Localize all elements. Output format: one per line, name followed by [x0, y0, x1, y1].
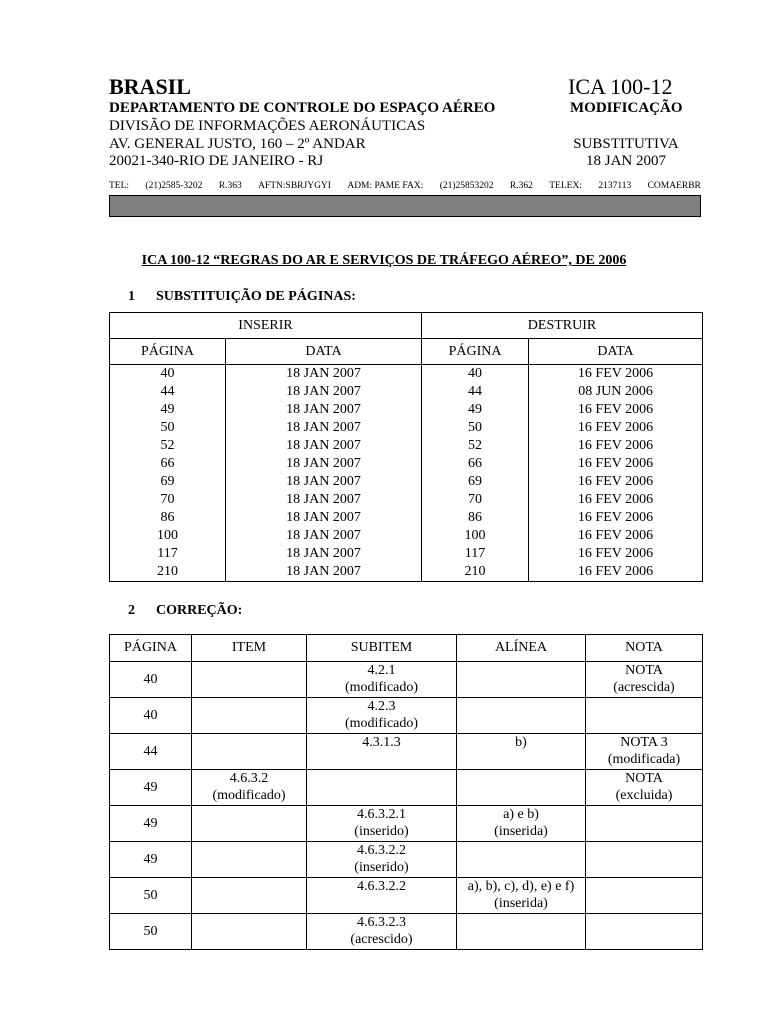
insert-date-cell: 18 JAN 2007	[226, 383, 422, 401]
section-1-title: SUBSTITUIÇÃO DE PÁGINAS:	[156, 289, 356, 304]
correction-alinea-line: (inserida)	[494, 824, 548, 839]
contact-tel-label: TEL:	[109, 181, 130, 191]
correction-item-cell	[192, 734, 307, 770]
destroy-date-cell: 16 FEV 2006	[529, 419, 703, 437]
correction-page-line: 49	[143, 780, 158, 795]
correction-subitem-cell	[307, 914, 457, 950]
insert-page-cell: 52	[110, 437, 226, 455]
insert-date-cell: 18 JAN 2007	[226, 473, 422, 491]
correction-nota-line: NOTA	[625, 663, 663, 678]
table-row	[110, 419, 703, 437]
correction-nota-line: (excluida)	[615, 788, 673, 803]
insert-date-cell: 18 JAN 2007	[226, 419, 422, 437]
issue-date: 18 JAN 2007	[585, 153, 666, 169]
destroy-page-cell: 44	[422, 383, 529, 401]
table-row	[110, 527, 703, 545]
table-row	[110, 473, 703, 491]
correction-alinea-cell	[457, 770, 586, 806]
table-row	[110, 842, 703, 878]
table-row	[110, 563, 703, 582]
table-row	[110, 365, 703, 384]
correction-nota-header: NOTA	[586, 635, 703, 662]
contact-telex: 2137113	[598, 181, 632, 191]
correction-item-cell	[192, 806, 307, 842]
section-1-number: 1	[128, 289, 135, 304]
contact-fax: (21)25853202	[439, 181, 494, 191]
correction-alinea-line: a), b), c), d), e) e f)	[467, 879, 575, 894]
section-2-number: 2	[128, 603, 135, 618]
contact-telex-label: TELEX:	[549, 181, 582, 191]
contact-line	[109, 181, 701, 192]
insert-date-cell: 18 JAN 2007	[226, 509, 422, 527]
correction-page-line: 49	[143, 852, 158, 867]
destroy-date-cell: 16 FEV 2006	[529, 437, 703, 455]
table-row	[110, 491, 703, 509]
correction-alinea-line: b)	[515, 735, 527, 750]
destroy-date-cell: 08 JUN 2006	[529, 383, 703, 401]
correction-nota-cell	[586, 842, 703, 878]
correction-nota-cell	[586, 806, 703, 842]
correction-subitem-cell	[307, 662, 457, 698]
correction-page-cell	[110, 842, 192, 878]
document-id: ICA 100-12	[568, 74, 673, 99]
correction-alinea-cell	[457, 734, 586, 770]
insert-page-cell: 100	[110, 527, 226, 545]
correction-item-cell	[192, 662, 307, 698]
destroy-page-cell: 210	[422, 563, 529, 582]
correction-nota-cell	[586, 770, 703, 806]
insert-page-cell: 66	[110, 455, 226, 473]
section-2-heading	[109, 602, 242, 620]
correction-subitem-line: (modificado)	[344, 716, 419, 731]
country-name: BRASIL	[109, 74, 191, 99]
modification-label: MODIFICAÇÃO	[570, 100, 683, 116]
correction-subitem-cell	[307, 842, 457, 878]
insert-date-cell: 18 JAN 2007	[226, 527, 422, 545]
contact-tel: (21)2585-3202	[145, 181, 203, 191]
correction-subitem-cell	[307, 806, 457, 842]
correction-subitem-line: 4.6.3.2.2	[357, 879, 406, 894]
correction-alinea-cell	[457, 842, 586, 878]
insert-page-cell: 210	[110, 563, 226, 582]
insert-page-cell: 50	[110, 419, 226, 437]
correction-alinea-line: a) e b)	[503, 807, 539, 822]
insert-page-header: PÁGINA	[110, 339, 226, 365]
table-row	[110, 437, 703, 455]
correction-item-header: ITEM	[192, 635, 307, 662]
insert-date-cell: 18 JAN 2007	[226, 401, 422, 419]
insert-date-header: DATA	[226, 339, 422, 365]
destroy-date-cell: 16 FEV 2006	[529, 473, 703, 491]
correction-nota-line: (acrescida)	[613, 680, 675, 695]
correction-page-line: 50	[143, 888, 158, 903]
insert-page-cell: 70	[110, 491, 226, 509]
section-1-heading	[109, 288, 356, 306]
destroy-page-cell: 52	[422, 437, 529, 455]
correction-subitem-line: 4.3.1.3	[362, 735, 401, 750]
table-row	[110, 455, 703, 473]
correction-subitem-line: (inserido)	[354, 860, 409, 875]
correction-subitem-line: 4.2.1	[367, 663, 396, 678]
destroy-page-cell: 86	[422, 509, 529, 527]
correction-table	[109, 634, 703, 950]
correction-page-cell	[110, 662, 192, 698]
correction-subitem-line: 4.6.3.2.2	[357, 843, 406, 858]
correction-page-cell	[110, 734, 192, 770]
correction-page-line: 40	[143, 672, 158, 687]
correction-page-cell	[110, 698, 192, 734]
destroy-page-header: PÁGINA	[422, 339, 529, 365]
destroy-page-cell: 40	[422, 365, 529, 384]
correction-nota-line: NOTA	[625, 771, 663, 786]
correction-subitem-header: SUBITEM	[307, 635, 457, 662]
correction-subitem-line: 4.2.3	[367, 699, 396, 714]
header-divider-bar	[109, 195, 701, 217]
table-row	[110, 806, 703, 842]
correction-nota-cell	[586, 698, 703, 734]
table-row	[110, 770, 703, 806]
insert-date-cell: 18 JAN 2007	[226, 365, 422, 384]
table-row	[110, 914, 703, 950]
insert-page-cell: 44	[110, 383, 226, 401]
correction-item-cell	[192, 770, 307, 806]
correction-alinea-cell	[457, 698, 586, 734]
correction-item-cell	[192, 914, 307, 950]
correction-subitem-line: (inserido)	[354, 824, 409, 839]
section-2-title: CORREÇÃO:	[156, 603, 243, 618]
contact-tel-ext: R.363	[218, 181, 242, 191]
correction-page-line: 40	[143, 708, 158, 723]
page-substitution-table	[109, 312, 703, 582]
correction-page-line: 50	[143, 924, 158, 939]
destroy-date-cell: 16 FEV 2006	[529, 491, 703, 509]
destroy-date-header: DATA	[529, 339, 703, 365]
correction-alinea-cell	[457, 878, 586, 914]
correction-page-cell	[110, 806, 192, 842]
destroy-page-cell: 117	[422, 545, 529, 563]
contact-fax-label: ADM: PAME FAX:	[347, 181, 424, 191]
correction-item-line: 4.6.3.2	[229, 771, 269, 786]
correction-nota-cell	[586, 734, 703, 770]
insert-date-cell: 18 JAN 2007	[226, 563, 422, 582]
insert-page-cell: 117	[110, 545, 226, 563]
correction-nota-cell	[586, 878, 703, 914]
table-row	[110, 662, 703, 698]
correction-subitem-cell	[307, 878, 457, 914]
destroy-date-cell: 16 FEV 2006	[529, 545, 703, 563]
insert-date-cell: 18 JAN 2007	[226, 437, 422, 455]
insert-date-cell: 18 JAN 2007	[226, 455, 422, 473]
correction-alinea-cell	[457, 662, 586, 698]
correction-alinea-line: (inserida)	[494, 896, 548, 911]
correction-item-cell	[192, 878, 307, 914]
destroy-date-cell: 16 FEV 2006	[529, 401, 703, 419]
correction-page-cell	[110, 770, 192, 806]
correction-nota-cell	[586, 914, 703, 950]
correction-alinea-header: ALÍNEA	[457, 635, 586, 662]
destroy-page-cell: 49	[422, 401, 529, 419]
destroy-page-cell: 100	[422, 527, 529, 545]
division-name: DIVISÃO DE INFORMAÇÕES AERONÁUTICAS	[109, 118, 426, 134]
insert-date-cell: 18 JAN 2007	[226, 491, 422, 509]
correction-item-cell	[192, 842, 307, 878]
correction-subitem-line: 4.6.3.2.1	[357, 807, 406, 822]
correction-nota-cell	[586, 662, 703, 698]
correction-nota-line: NOTA 3	[620, 735, 668, 750]
city-line: 20021-340-RIO DE JANEIRO - RJ	[109, 153, 324, 169]
insert-page-cell: 86	[110, 509, 226, 527]
correction-alinea-cell	[457, 806, 586, 842]
destroy-date-cell: 16 FEV 2006	[529, 365, 703, 384]
destroy-date-cell: 16 FEV 2006	[529, 527, 703, 545]
destroy-date-cell: 16 FEV 2006	[529, 509, 703, 527]
correction-alinea-cell	[457, 914, 586, 950]
table-row	[110, 878, 703, 914]
destroy-page-cell: 69	[422, 473, 529, 491]
table-row	[110, 734, 703, 770]
correction-page-cell	[110, 914, 192, 950]
table-row	[110, 383, 703, 401]
table-row	[110, 401, 703, 419]
correction-page-line: 49	[143, 816, 158, 831]
insert-page-cell: 69	[110, 473, 226, 491]
destroy-page-cell: 70	[422, 491, 529, 509]
destroy-group-header: DESTRUIR	[422, 313, 703, 339]
correction-item-line: (modificado)	[212, 788, 286, 803]
table-row	[110, 509, 703, 527]
correction-subitem-line: (acrescido)	[350, 932, 413, 947]
department-name: DEPARTAMENTO DE CONTROLE DO ESPAÇO AÉREO	[109, 100, 496, 116]
destroy-page-cell: 66	[422, 455, 529, 473]
correction-nota-line: (modificada)	[607, 752, 681, 767]
insert-page-cell: 40	[110, 365, 226, 384]
contact-aftn: AFTN:SBRJYGYI	[258, 181, 331, 191]
substitutiva-label: SUBSTITUTIVA	[573, 136, 679, 152]
insert-date-cell: 18 JAN 2007	[226, 545, 422, 563]
correction-subitem-cell	[307, 734, 457, 770]
destroy-date-cell: 16 FEV 2006	[529, 563, 703, 582]
contact-org: COMAERBR	[647, 181, 701, 191]
destroy-page-cell: 50	[422, 419, 529, 437]
correction-subitem-cell	[307, 698, 457, 734]
table-row	[110, 698, 703, 734]
document-title: ICA 100-12 “REGRAS DO AR E SERVIÇOS DE TRÁFEGO AÉREO”, DE 2006	[141, 253, 627, 268]
correction-item-cell	[192, 698, 307, 734]
destroy-date-cell: 16 FEV 2006	[529, 455, 703, 473]
correction-subitem-line: 4.6.3.2.3	[357, 915, 406, 930]
table-row	[110, 545, 703, 563]
address-line: AV. GENERAL JUSTO, 160 – 2º ANDAR	[109, 136, 366, 152]
contact-fax-ext: R.362	[509, 181, 533, 191]
correction-page-cell	[110, 878, 192, 914]
insert-group-header: INSERIR	[110, 313, 422, 339]
insert-page-cell: 49	[110, 401, 226, 419]
correction-subitem-line: (modificado)	[344, 680, 419, 695]
correction-page-line: 44	[143, 744, 158, 759]
correction-subitem-cell	[307, 770, 457, 806]
correction-page-header: PÁGINA	[110, 635, 192, 662]
